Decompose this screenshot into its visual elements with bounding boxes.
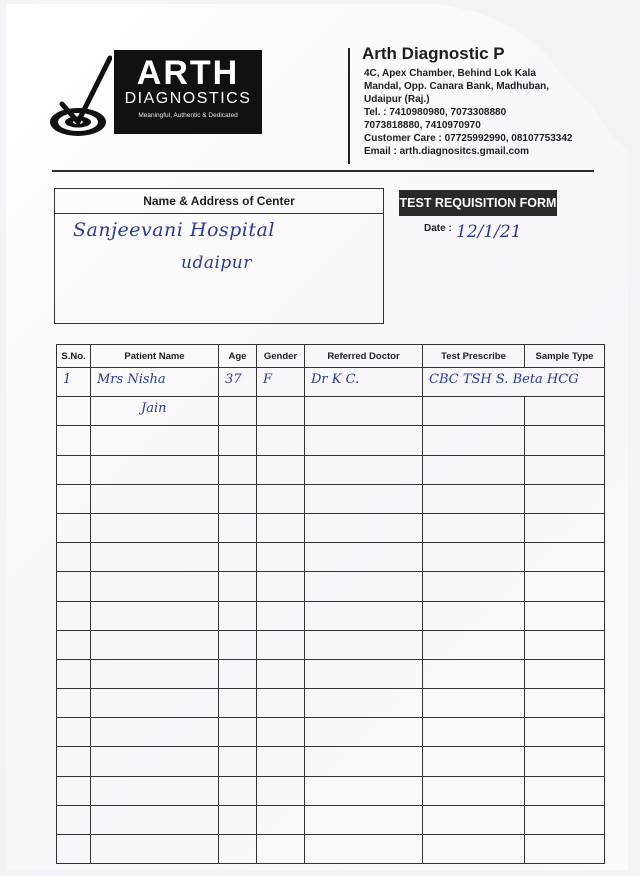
table-row [57,572,605,601]
address-line-1: 4C, Apex Chamber, Behind Lok Kala [364,68,536,79]
table-cell [57,426,91,455]
table-cell [91,776,219,805]
table-cell [305,805,423,834]
cell-referred-doctor [305,368,423,397]
table-cell [257,747,305,776]
table-cell [423,455,525,484]
table-cell [91,659,219,688]
date-label: Date : [424,223,452,234]
table-cell [91,601,219,630]
table-cell [219,659,257,688]
cell-patient-name [91,397,219,426]
center-address-box [54,188,384,324]
address-line-2: Mandal, Opp. Canara Bank, Madhuban, [364,81,550,92]
table-cell [423,805,525,834]
table-cell [257,689,305,718]
date-handwritten: 12/1/21 [456,222,522,242]
cell-age [219,368,257,397]
cell-gender [257,397,305,426]
table-cell [423,543,525,572]
cell-age [219,397,257,426]
table-cell [91,689,219,718]
header-divider [348,48,350,164]
table-row [57,689,605,718]
table-cell [57,689,91,718]
table-cell [257,776,305,805]
table-cell [525,455,605,484]
table-cell [57,835,91,864]
table-cell [257,484,305,513]
table-cell [305,455,423,484]
logo-tagline: Meaningful, Authentic & Dedicated [138,112,238,119]
table-row [57,484,605,513]
table-cell [305,601,423,630]
phone-line-1: Tel. : 7410980980, 7073308880 [364,107,507,118]
tests-handwritten: CBC TSH S. Beta HCG [429,372,579,387]
doctor-handwritten: Dr K C. [311,372,360,387]
table-cell [525,572,605,601]
table-cell [525,513,605,542]
table-cell [423,835,525,864]
cell-sample-type [525,397,605,426]
table-row [57,747,605,776]
table-row [57,659,605,688]
table-cell [257,455,305,484]
cell-sno [57,397,91,426]
table-cell [525,426,605,455]
table-cell [423,572,525,601]
table-cell [257,572,305,601]
table-cell [219,689,257,718]
table-cell [57,630,91,659]
table-cell [91,805,219,834]
table-cell [219,718,257,747]
table-row [57,805,605,834]
email-line: Email : arth.diagnositcs.gmail.com [364,146,530,157]
table-cell [91,718,219,747]
table-header-row [57,345,605,368]
table-cell [423,426,525,455]
table-cell [305,543,423,572]
table-cell [525,543,605,572]
company-name: Arth Diagnostic P [362,44,505,63]
header-rule [52,170,594,172]
table-cell [525,805,605,834]
table-cell [525,835,605,864]
logo-word-diagnostics: DIAGNOSTICS [124,90,252,107]
table-cell [219,776,257,805]
table-row [57,630,605,659]
table-cell [423,776,525,805]
table-cell [219,572,257,601]
table-cell [423,659,525,688]
table-cell [305,572,423,601]
table-row [57,513,605,542]
table-cell [305,659,423,688]
requisition-paper [6,4,628,870]
table-cell [525,776,605,805]
table-row [57,368,605,397]
target-check-logo-icon [48,54,112,138]
table-cell [219,484,257,513]
table-cell [91,426,219,455]
cell-referred-doctor [305,397,423,426]
table-cell [57,805,91,834]
table-cell [91,513,219,542]
table-cell [219,630,257,659]
table-cell [305,747,423,776]
address-line-3: Udaipur (Raj.) [364,94,430,105]
table-cell [57,484,91,513]
logo-word-arth: ARTH [136,54,240,92]
table-row [57,543,605,572]
table-cell [305,689,423,718]
table-cell [219,455,257,484]
center-name-handwritten: Sanjeevani Hospital [73,219,275,241]
col-header-test-prescribe: Test Prescribe [423,345,525,368]
col-header-sample-type: Sample Type [525,345,605,368]
table-cell [257,805,305,834]
table-cell [257,835,305,864]
logo-box [114,50,262,134]
table-cell [57,776,91,805]
table-cell [257,659,305,688]
cell-test-prescribe [423,368,605,397]
patient-name-handwritten: Mrs Nisha [97,372,166,387]
col-header-sno: S.No. [57,345,91,368]
table-cell [305,630,423,659]
table-cell [57,543,91,572]
table-cell [257,601,305,630]
sno-handwritten: 1 [63,372,72,387]
table-cell [305,513,423,542]
cell-sno [57,368,91,397]
patient-table [56,344,605,864]
table-cell [91,630,219,659]
cell-test-prescribe [423,397,525,426]
table-cell [219,747,257,776]
table-cell [219,426,257,455]
table-cell [525,601,605,630]
table-row [57,426,605,455]
table-cell [57,659,91,688]
torn-corner [388,4,628,154]
table-cell [525,747,605,776]
table-cell [57,601,91,630]
table-cell [423,630,525,659]
table-cell [423,513,525,542]
table-cell [423,747,525,776]
gender-handwritten: F [263,372,273,387]
table-cell [57,513,91,542]
table-cell [91,835,219,864]
center-box-heading: Name & Address of Center [55,189,383,214]
table-cell [525,659,605,688]
table-cell [525,718,605,747]
table-cell [257,718,305,747]
table-cell [57,455,91,484]
table-cell [423,601,525,630]
table-cell [91,455,219,484]
col-header-referred-doctor: Referred Doctor [305,345,423,368]
table-cell [525,689,605,718]
phone-line-2: 7073818880, 7410970970 [364,120,481,131]
table-cell [219,805,257,834]
table-row [57,397,605,426]
table-row [57,718,605,747]
table-cell [57,718,91,747]
table-cell [305,776,423,805]
table-cell [423,484,525,513]
table-cell [423,718,525,747]
table-cell [525,484,605,513]
table-cell [305,426,423,455]
age-handwritten: 37 [225,372,242,387]
col-header-patient-name: Patient Name [91,345,219,368]
col-header-gender: Gender [257,345,305,368]
table-cell [219,835,257,864]
table-cell [257,513,305,542]
table-row [57,776,605,805]
cell-patient-name [91,368,219,397]
table-row [57,601,605,630]
table-row [57,835,605,864]
table-row [57,455,605,484]
table-cell [525,630,605,659]
table-cell [91,747,219,776]
table-cell [257,543,305,572]
table-cell [219,543,257,572]
table-cell [91,543,219,572]
col-header-age: Age [219,345,257,368]
customer-care-line: Customer Care : 07725992990, 08107753342 [364,133,573,144]
table-cell [305,835,423,864]
table-cell [91,484,219,513]
table-cell [219,513,257,542]
table-cell [257,426,305,455]
patient-surname-handwritten: Jain [141,401,167,417]
table-cell [257,630,305,659]
form-title-banner: TEST REQUISITION FORM [399,190,557,216]
table-cell [57,747,91,776]
table-cell [423,689,525,718]
table-cell [57,572,91,601]
sno-handwritten [57,397,90,401]
cell-gender [257,368,305,397]
table-cell [91,572,219,601]
table-cell [305,718,423,747]
table-cell [305,484,423,513]
center-city-handwritten: udaipur [181,253,252,273]
table-cell [219,601,257,630]
